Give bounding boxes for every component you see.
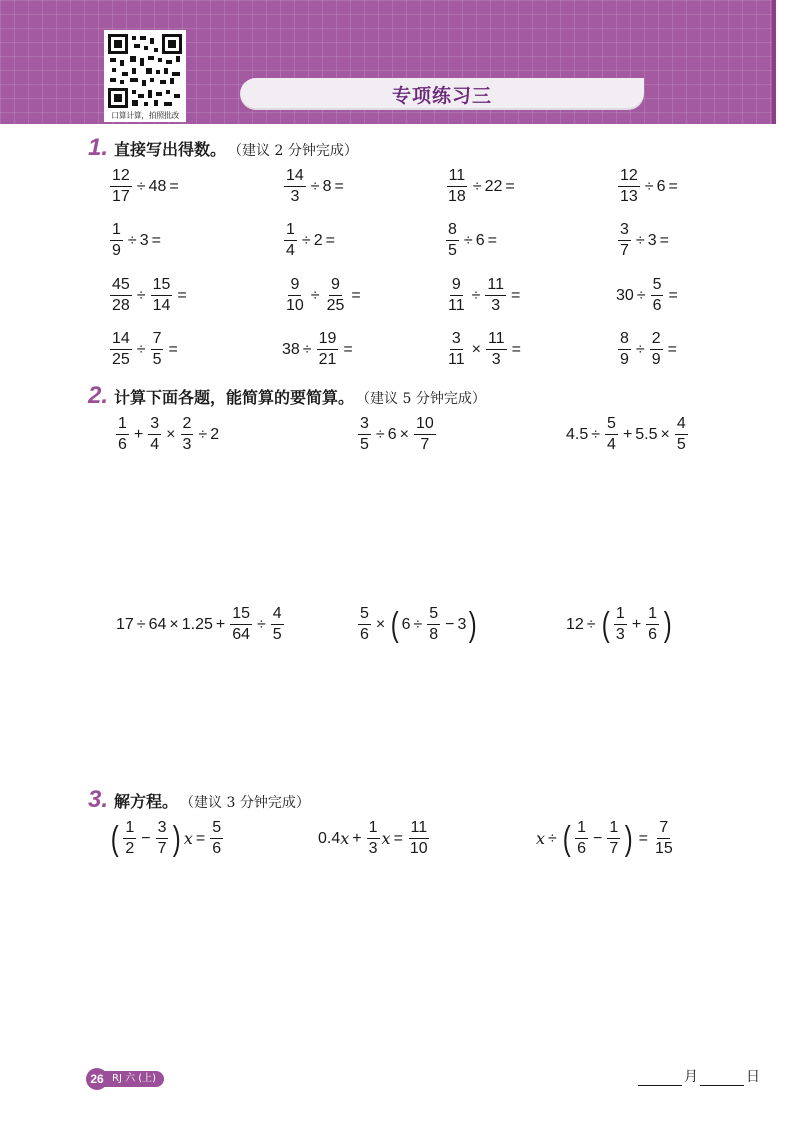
problem-1-7: $\frac{8}{5}$ ÷ 6 = [448, 221, 497, 259]
problem-1-5: $\frac{1}{9}$ ÷ 3 = [112, 221, 161, 259]
qr-caption: 口算计算，拍照批改 [111, 111, 179, 120]
qr-code-icon [108, 34, 182, 108]
section-title: 解方程。 [114, 792, 179, 811]
section-3-heading [88, 786, 310, 814]
problem-2-2: $\frac{3}{5}$ ÷ 6 × $\frac{10}{7}$ [360, 415, 434, 453]
problem-1-3: $\frac{11}{18}$ ÷ 22 = [448, 167, 515, 205]
section-note: （建议 3 分钟完成） [180, 795, 310, 811]
problem-2-4: 17 ÷ 64 × 1.25 + $\frac{15}{64}$ ÷ $\frac{4}{5}$ [116, 605, 282, 643]
problem-1-11: $\frac{9}{11}$ ÷ $\frac{11}{3}$ = [448, 276, 521, 314]
problem-1-12: 30 ÷ $\frac{5}{6}$ = [616, 276, 678, 314]
problem-1-1: $\frac{12}{17}$ ÷ 48 = [112, 167, 179, 205]
day-blank[interactable] [700, 1070, 744, 1086]
month-blank[interactable] [638, 1070, 682, 1086]
problem-3-2: 0.4 x + $\frac{1}{3}$ x = $\frac{11}{10}$ [318, 819, 428, 857]
page-title: 专项练习三 [391, 84, 492, 107]
problem-1-8: $\frac{3}{7}$ ÷ 3 = [620, 221, 669, 259]
section-title: 直接写出得数。 [114, 140, 227, 159]
grade-label: RJ 六 (上) [102, 1071, 164, 1087]
problem-1-16: $\frac{8}{9}$ ÷ $\frac{2}{9}$ = [620, 330, 677, 368]
day-label: 日 [746, 1069, 760, 1085]
section-number: 2. [88, 382, 109, 409]
section-number: 3. [88, 786, 109, 813]
problem-2-6: 12 ÷ ( $\frac{1}{3}$ + $\frac{1}{6}$ ) [566, 605, 672, 644]
problem-1-15: $\frac{3}{11}$ × $\frac{11}{3}$ = [448, 330, 521, 368]
problem-1-14: 38 ÷ $\frac{19}{21}$ = [282, 330, 353, 368]
problem-2-5: $\frac{5}{6}$ × ( 6 ÷ $\frac{5}{8}$ − 3 ) [360, 605, 478, 644]
date-field [636, 1066, 760, 1086]
section-2-heading [88, 382, 486, 410]
problem-2-3: 4.5 ÷ $\frac{5}{4}$ + 5.5 × $\frac{4}{5}$ [566, 415, 686, 453]
problem-1-2: $\frac{14}{3}$ ÷ 8 = [286, 167, 344, 205]
page-badge [86, 1068, 164, 1090]
problem-2-1: $\frac{1}{6}$ + $\frac{3}{4}$ × $\frac{2}{3}$ ÷ 2 [118, 415, 220, 453]
problem-1-9: $\frac{45}{28}$ ÷ $\frac{15}{14}$ = [112, 276, 187, 314]
section-title: 计算下面各题，能简算的要简算。 [114, 388, 355, 407]
problem-3-1: ( $\frac{1}{2}$ − $\frac{3}{7}$ ) x = $\frac{5}{6}$ [110, 819, 222, 858]
qr-code[interactable] [104, 30, 186, 122]
problem-1-10: $\frac{9}{10}$ ÷ $\frac{9}{25}$ = [286, 276, 361, 314]
header-banner [0, 0, 776, 124]
problem-1-6: $\frac{1}{4}$ ÷ 2 = [286, 221, 335, 259]
problem-1-4: $\frac{12}{13}$ ÷ 6 = [620, 167, 678, 205]
section-note: （建议 2 分钟完成） [228, 143, 358, 159]
section-1-heading [88, 134, 358, 162]
section-number: 1. [88, 134, 109, 161]
month-label: 月 [684, 1069, 698, 1085]
section-note: （建议 5 分钟完成） [356, 391, 486, 407]
problem-3-3: x ÷ ( $\frac{1}{6}$ − $\frac{1}{7}$ ) = $\frac{7}{15}$ [536, 819, 673, 858]
title-bar [240, 78, 644, 110]
page-number: 26 [86, 1068, 108, 1090]
problem-1-13: $\frac{14}{25}$ ÷ $\frac{7}{5}$ = [112, 330, 178, 368]
